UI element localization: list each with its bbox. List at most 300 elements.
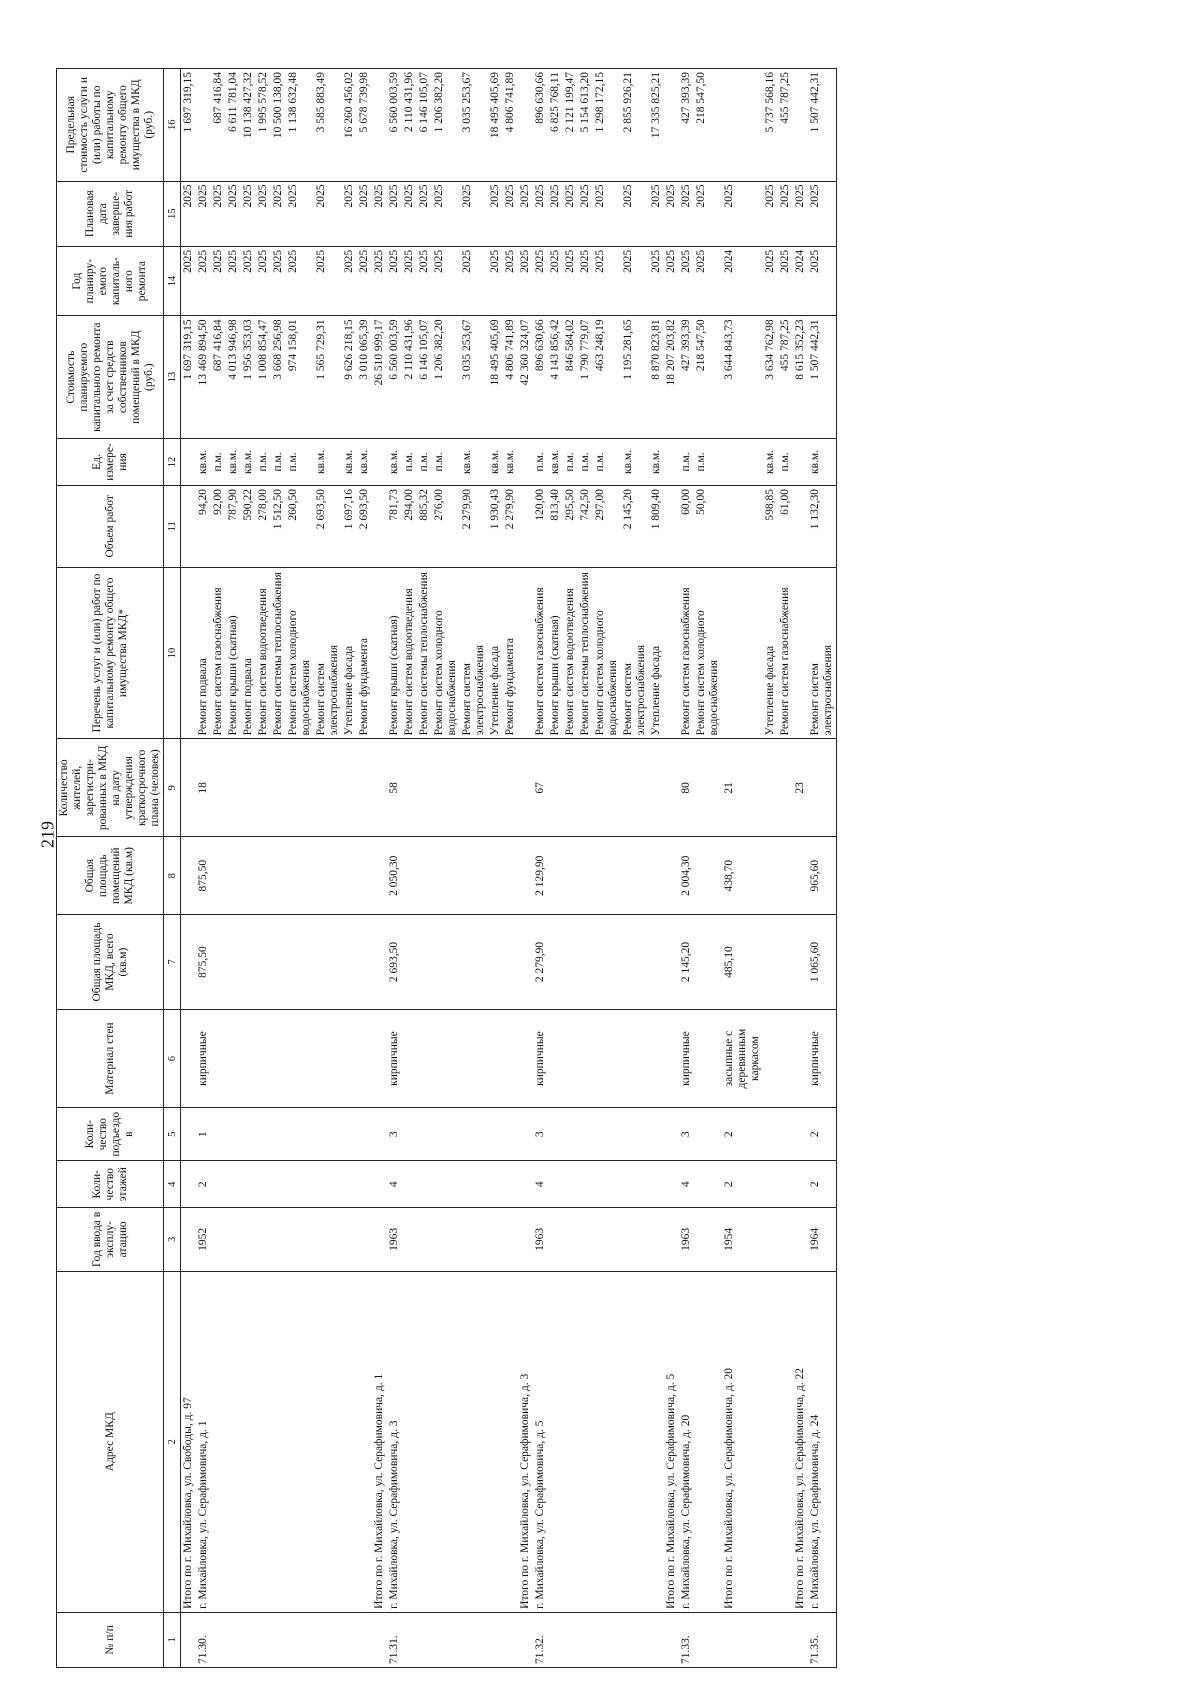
- entrances-cell: 2: [722, 1108, 763, 1161]
- premises-area-cell: [226, 837, 241, 915]
- planned-cost-cell: 218 547,50: [694, 316, 722, 439]
- rotated-table-container: [56, 68, 1136, 1668]
- row-number-cell: [372, 1612, 387, 1667]
- work-volume-cell: 885,32: [417, 485, 432, 567]
- table-row: [387, 69, 402, 1668]
- year-built-cell: 1954: [722, 1208, 763, 1271]
- work-volume-cell: 92,00: [211, 485, 226, 567]
- residents-cell: [548, 739, 563, 837]
- wall-material-cell: [664, 1010, 679, 1108]
- header-cost: Стоимость планируемого капитального ремонта за счет средств собственников помещений в МКД (руб.): [57, 316, 164, 439]
- row-number-cell: [621, 1612, 649, 1667]
- row-number-cell: [578, 1612, 593, 1667]
- work-type-cell: [722, 567, 763, 739]
- work-type-cell: [181, 567, 197, 739]
- end-date-cell: 2025: [387, 181, 402, 246]
- entrances-cell: [372, 1108, 387, 1161]
- work-type-cell: Ремонт систем электроснабжения: [808, 567, 837, 739]
- address-cell: Итого по г. Михайловка, ул. Серафимовича, д. 22: [793, 1271, 808, 1612]
- residents-cell: [488, 739, 503, 837]
- unit-cell: п.м.: [256, 438, 271, 485]
- address-cell: [621, 1271, 649, 1612]
- max-cost-cell: 2 855 926,21: [621, 69, 649, 182]
- total-area-cell: [226, 915, 241, 1010]
- wall-material-cell: [518, 1010, 533, 1108]
- max-cost-cell: 10 138 427,32: [241, 69, 256, 182]
- address-cell: [241, 1271, 256, 1612]
- end-date-cell: 2025: [621, 181, 649, 246]
- floors-cell: [763, 1161, 778, 1208]
- residents-cell: [460, 739, 488, 837]
- max-cost-cell: 2 121 199,47: [563, 69, 578, 182]
- unit-cell: п.м.: [593, 438, 621, 485]
- floors-cell: [314, 1161, 342, 1208]
- end-date-cell: 2025: [357, 181, 372, 246]
- plan-year-cell: 2025: [679, 246, 694, 315]
- table-row: [563, 69, 578, 1668]
- address-cell: [694, 1271, 722, 1612]
- row-number-cell: [518, 1612, 533, 1667]
- entrances-cell: [256, 1108, 271, 1161]
- premises-area-cell: [271, 837, 286, 915]
- end-date-cell: 2025: [563, 181, 578, 246]
- max-cost-cell: [664, 69, 679, 182]
- residents-cell: [372, 739, 387, 837]
- year-built-cell: [342, 1208, 357, 1271]
- table-row: [503, 69, 518, 1668]
- premises-area-cell: [256, 837, 271, 915]
- planned-cost-cell: 9 626 218,15: [342, 316, 357, 439]
- entrances-cell: [402, 1108, 417, 1161]
- floors-cell: [357, 1161, 372, 1208]
- plan-year-cell: 2025: [763, 246, 778, 315]
- unit-cell: п.м.: [211, 438, 226, 485]
- entrances-cell: [518, 1108, 533, 1161]
- row-number-cell: [314, 1612, 342, 1667]
- row-number-cell: [694, 1612, 722, 1667]
- premises-area-cell: [460, 837, 488, 915]
- residents-cell: [578, 739, 593, 837]
- floors-cell: [563, 1161, 578, 1208]
- wall-material-cell: [226, 1010, 241, 1108]
- end-date-cell: 2025: [402, 181, 417, 246]
- year-built-cell: [372, 1208, 387, 1271]
- entrances-cell: [664, 1108, 679, 1161]
- max-cost-cell: 1 298 172,15: [593, 69, 621, 182]
- floors-cell: [402, 1161, 417, 1208]
- year-built-cell: [649, 1208, 664, 1271]
- wall-material-cell: [460, 1010, 488, 1108]
- premises-area-cell: [488, 837, 503, 915]
- total-area-cell: [694, 915, 722, 1010]
- max-cost-cell: 6 825 768,11: [548, 69, 563, 182]
- premises-area-cell: [211, 837, 226, 915]
- planned-cost-cell: 4 013 946,98: [226, 316, 241, 439]
- entrances-cell: [181, 1108, 197, 1161]
- floors-cell: [417, 1161, 432, 1208]
- residents-cell: [593, 739, 621, 837]
- planned-cost-cell: 1 206 382,20: [432, 316, 460, 439]
- work-volume-cell: 120,00: [533, 485, 548, 567]
- unit-cell: [722, 438, 763, 485]
- planned-cost-cell: 18 495 405,69: [488, 316, 503, 439]
- plan-year-cell: 2025: [593, 246, 621, 315]
- unit-cell: п.м.: [271, 438, 286, 485]
- wall-material-cell: [793, 1010, 808, 1108]
- plan-year-cell: 2025: [808, 246, 837, 315]
- end-date-cell: 2025: [518, 181, 533, 246]
- total-area-cell: [402, 915, 417, 1010]
- residents-cell: [694, 739, 722, 837]
- wall-material-cell: [649, 1010, 664, 1108]
- work-type-cell: Ремонт систем водоотведения: [256, 567, 271, 739]
- year-built-cell: [402, 1208, 417, 1271]
- table-row: [778, 69, 793, 1668]
- residents-cell: [402, 739, 417, 837]
- entrances-cell: [503, 1108, 518, 1161]
- planned-cost-cell: 1 790 779,07: [578, 316, 593, 439]
- wall-material-cell: засыпные с деревянным каркасом: [722, 1010, 763, 1108]
- wall-material-cell: [256, 1010, 271, 1108]
- plan-year-cell: 2025: [563, 246, 578, 315]
- table-row: [694, 69, 722, 1668]
- address-cell: [417, 1271, 432, 1612]
- residents-cell: [621, 739, 649, 837]
- column-number: 6: [164, 1010, 181, 1108]
- header-premises-area: Общая площадь помещений МКД (кв.м): [57, 837, 164, 915]
- year-built-cell: [432, 1208, 460, 1271]
- premises-area-cell: [286, 837, 314, 915]
- wall-material-cell: [241, 1010, 256, 1108]
- residents-cell: [518, 739, 533, 837]
- floors-cell: 4: [679, 1161, 694, 1208]
- entrances-cell: [593, 1108, 621, 1161]
- table-row: [533, 69, 548, 1668]
- year-built-cell: [793, 1208, 808, 1271]
- year-built-cell: 1952: [196, 1208, 211, 1271]
- address-cell: [271, 1271, 286, 1612]
- unit-cell: кв.м.: [763, 438, 778, 485]
- table-row: [211, 69, 226, 1668]
- wall-material-cell: кирпичные: [387, 1010, 402, 1108]
- plan-year-cell: 2025: [548, 246, 563, 315]
- floors-cell: [694, 1161, 722, 1208]
- total-area-cell: [256, 915, 271, 1010]
- floors-cell: 4: [533, 1161, 548, 1208]
- residents-cell: [314, 739, 342, 837]
- total-area-cell: [241, 915, 256, 1010]
- work-type-cell: [372, 567, 387, 739]
- entrances-cell: [357, 1108, 372, 1161]
- year-built-cell: [694, 1208, 722, 1271]
- wall-material-cell: [593, 1010, 621, 1108]
- table-row: [460, 69, 488, 1668]
- table-row: [226, 69, 241, 1668]
- max-cost-cell: 3 035 253,67: [460, 69, 488, 182]
- wall-material-cell: [432, 1010, 460, 1108]
- unit-cell: кв.м.: [808, 438, 837, 485]
- end-date-cell: 2025: [226, 181, 241, 246]
- end-date-cell: 2025: [664, 181, 679, 246]
- work-volume-cell: 260,50: [286, 485, 314, 567]
- address-cell: [460, 1271, 488, 1612]
- work-type-cell: Ремонт систем газоснабжения: [533, 567, 548, 739]
- work-type-cell: Ремонт системы теплоснабжения: [417, 567, 432, 739]
- table-row: [256, 69, 271, 1668]
- plan-year-cell: 2025: [503, 246, 518, 315]
- premises-area-cell: [563, 837, 578, 915]
- year-built-cell: [314, 1208, 342, 1271]
- work-type-cell: Ремонт крыши (скатная): [387, 567, 402, 739]
- end-date-cell: 2025: [793, 181, 808, 246]
- max-cost-cell: 2 110 431,96: [402, 69, 417, 182]
- residents-cell: [241, 739, 256, 837]
- floors-cell: [181, 1161, 197, 1208]
- entrances-cell: [649, 1108, 664, 1161]
- premises-area-cell: [621, 837, 649, 915]
- year-built-cell: [563, 1208, 578, 1271]
- work-volume-cell: 813,40: [548, 485, 563, 567]
- end-date-cell: 2025: [593, 181, 621, 246]
- floors-cell: [241, 1161, 256, 1208]
- max-cost-cell: 218 547,50: [694, 69, 722, 182]
- work-volume-cell: 2 693,50: [357, 485, 372, 567]
- planned-cost-cell: 427 393,39: [679, 316, 694, 439]
- work-type-cell: [793, 567, 808, 739]
- premises-area-cell: [763, 837, 778, 915]
- wall-material-cell: [271, 1010, 286, 1108]
- premises-area-cell: 2 050,30: [387, 837, 402, 915]
- page-number: 219: [37, 821, 58, 848]
- floors-cell: 2: [808, 1161, 837, 1208]
- column-number: 2: [164, 1271, 181, 1612]
- work-volume-cell: 1 132,30: [808, 485, 837, 567]
- year-built-cell: 1963: [679, 1208, 694, 1271]
- planned-cost-cell: 1 565 729,31: [314, 316, 342, 439]
- wall-material-cell: [548, 1010, 563, 1108]
- column-number: 5: [164, 1108, 181, 1161]
- unit-cell: п.м.: [286, 438, 314, 485]
- planned-cost-cell: 3 668 256,98: [271, 316, 286, 439]
- work-volume-cell: [793, 485, 808, 567]
- plan-year-cell: 2025: [256, 246, 271, 315]
- unit-cell: [518, 438, 533, 485]
- max-cost-cell: 16 260 456,02: [342, 69, 357, 182]
- total-area-cell: [271, 915, 286, 1010]
- unit-cell: п.м.: [563, 438, 578, 485]
- table-row: [578, 69, 593, 1668]
- work-volume-cell: [664, 485, 679, 567]
- wall-material-cell: [286, 1010, 314, 1108]
- row-number-cell: [593, 1612, 621, 1667]
- total-row: [722, 69, 763, 1668]
- row-number-cell: [649, 1612, 664, 1667]
- unit-cell: кв.м.: [314, 438, 342, 485]
- floors-cell: [342, 1161, 357, 1208]
- plan-year-cell: 2025: [387, 246, 402, 315]
- work-volume-cell: 297,00: [593, 485, 621, 567]
- table-row: [314, 69, 342, 1668]
- premises-area-cell: [432, 837, 460, 915]
- work-volume-cell: 2 279,90: [460, 485, 488, 567]
- row-number-cell: 71.35.: [808, 1612, 837, 1667]
- plan-year-cell: 2025: [778, 246, 793, 315]
- work-volume-cell: 1 512,50: [271, 485, 286, 567]
- planned-cost-cell: 13 469 894,50: [196, 316, 211, 439]
- residents-cell: [357, 739, 372, 837]
- premises-area-cell: [417, 837, 432, 915]
- row-number-cell: 71.31.: [387, 1612, 402, 1667]
- total-area-cell: [563, 915, 578, 1010]
- plan-year-cell: 2025: [432, 246, 460, 315]
- unit-cell: п.м.: [417, 438, 432, 485]
- table-row: [286, 69, 314, 1668]
- entrances-cell: [460, 1108, 488, 1161]
- unit-cell: [181, 438, 197, 485]
- residents-cell: 58: [387, 739, 402, 837]
- column-number: 13: [164, 316, 181, 439]
- planned-cost-cell: 896 630,66: [533, 316, 548, 439]
- header-works: Перечень услуг и (или) работ по капитальному ремонту общего имущества МКД*: [57, 567, 164, 739]
- premises-area-cell: [518, 837, 533, 915]
- column-number: 7: [164, 915, 181, 1010]
- planned-cost-cell: 455 787,25: [778, 316, 793, 439]
- work-volume-cell: 94,20: [196, 485, 211, 567]
- work-type-cell: Ремонт систем газоснабжения: [778, 567, 793, 739]
- row-number-cell: [793, 1612, 808, 1667]
- address-cell: г. Михайловка, ул. Серафимовича, д. 3: [387, 1271, 402, 1612]
- floors-cell: 2: [722, 1161, 763, 1208]
- column-number: 14: [164, 246, 181, 315]
- planned-cost-cell: 4 806 741,89: [503, 316, 518, 439]
- entrances-cell: [417, 1108, 432, 1161]
- floors-cell: [621, 1161, 649, 1208]
- plan-year-cell: 2025: [342, 246, 357, 315]
- wall-material-cell: [357, 1010, 372, 1108]
- row-number-cell: [548, 1612, 563, 1667]
- end-date-cell: 2025: [432, 181, 460, 246]
- work-volume-cell: 598,85: [763, 485, 778, 567]
- year-built-cell: [271, 1208, 286, 1271]
- work-volume-cell: 2 279,90: [503, 485, 518, 567]
- address-cell: Итого по г. Михайловка, ул. Серафимовича, д. 20: [722, 1271, 763, 1612]
- row-number-cell: [563, 1612, 578, 1667]
- table-body: [181, 69, 837, 1668]
- planned-cost-cell: 26 510 999,17: [372, 316, 387, 439]
- work-type-cell: Ремонт систем холодного водоснабжения: [593, 567, 621, 739]
- address-cell: [488, 1271, 503, 1612]
- year-built-cell: [241, 1208, 256, 1271]
- max-cost-cell: 1 697 319,15: [181, 69, 197, 182]
- total-area-cell: [593, 915, 621, 1010]
- address-cell: [649, 1271, 664, 1612]
- total-area-cell: 875,50: [196, 915, 211, 1010]
- max-cost-cell: 4 806 741,89: [503, 69, 518, 182]
- work-type-cell: Ремонт систем холодного водоснабжения: [694, 567, 722, 739]
- column-number: 11: [164, 485, 181, 567]
- work-type-cell: Ремонт систем водоотведения: [402, 567, 417, 739]
- max-cost-cell: 3 585 883,49: [314, 69, 342, 182]
- total-area-cell: [181, 915, 197, 1010]
- address-cell: [503, 1271, 518, 1612]
- year-built-cell: [488, 1208, 503, 1271]
- end-date-cell: 2025: [578, 181, 593, 246]
- total-area-cell: [488, 915, 503, 1010]
- entrances-cell: [763, 1108, 778, 1161]
- address-cell: [342, 1271, 357, 1612]
- work-volume-cell: [181, 485, 197, 567]
- address-cell: Итого по г. Михайловка, ул. Свободы, д. 97: [181, 1271, 197, 1612]
- work-volume-cell: [372, 485, 387, 567]
- floors-cell: [518, 1161, 533, 1208]
- column-number: 3: [164, 1208, 181, 1271]
- end-date-cell: 2025: [694, 181, 722, 246]
- row-number-cell: [778, 1612, 793, 1667]
- planned-cost-cell: 1 956 353,03: [241, 316, 256, 439]
- premises-area-cell: [793, 837, 808, 915]
- wall-material-cell: кирпичные: [196, 1010, 211, 1108]
- residents-cell: [503, 739, 518, 837]
- work-type-cell: [518, 567, 533, 739]
- total-area-cell: [548, 915, 563, 1010]
- end-date-cell: 2025: [722, 181, 763, 246]
- work-volume-cell: [722, 485, 763, 567]
- unit-cell: кв.м.: [460, 438, 488, 485]
- residents-cell: [211, 739, 226, 837]
- year-built-cell: [763, 1208, 778, 1271]
- row-number-cell: [271, 1612, 286, 1667]
- column-number: 8: [164, 837, 181, 915]
- plan-year-cell: 2025: [488, 246, 503, 315]
- plan-year-cell: 2025: [211, 246, 226, 315]
- table-row: [357, 69, 372, 1668]
- header-plan-year: Год планиру-емого капиталь-ного ремонта: [57, 246, 164, 315]
- total-area-cell: [372, 915, 387, 1010]
- floors-cell: [593, 1161, 621, 1208]
- planned-cost-cell: 1 507 442,31: [808, 316, 837, 439]
- table-row: [271, 69, 286, 1668]
- year-built-cell: [181, 1208, 197, 1271]
- column-number: 10: [164, 567, 181, 739]
- wall-material-cell: [417, 1010, 432, 1108]
- column-number: 9: [164, 739, 181, 837]
- planned-cost-cell: 846 584,02: [563, 316, 578, 439]
- table-row: [241, 69, 256, 1668]
- residents-cell: [808, 739, 837, 837]
- max-cost-cell: 896 630,66: [533, 69, 548, 182]
- wall-material-cell: [342, 1010, 357, 1108]
- row-number-cell: [503, 1612, 518, 1667]
- entrances-cell: [226, 1108, 241, 1161]
- work-volume-cell: 1 930,43: [488, 485, 503, 567]
- wall-material-cell: [621, 1010, 649, 1108]
- wall-material-cell: [402, 1010, 417, 1108]
- unit-cell: кв.м.: [649, 438, 664, 485]
- total-area-cell: [460, 915, 488, 1010]
- address-cell: [286, 1271, 314, 1612]
- row-number-cell: [417, 1612, 432, 1667]
- max-cost-cell: 10 500 138,00: [271, 69, 286, 182]
- unit-cell: кв.м.: [387, 438, 402, 485]
- max-cost-cell: [722, 69, 763, 182]
- end-date-cell: 2025: [342, 181, 357, 246]
- header-max-cost: Предельная стоимость услуги и (или) работы по капитальному ремонту общего имущества в МКД (руб.): [57, 69, 164, 182]
- year-built-cell: 1963: [533, 1208, 548, 1271]
- year-built-cell: [357, 1208, 372, 1271]
- planned-cost-cell: 1 697 319,15: [181, 316, 197, 439]
- planned-cost-cell: 42 360 324,07: [518, 316, 533, 439]
- floors-cell: [649, 1161, 664, 1208]
